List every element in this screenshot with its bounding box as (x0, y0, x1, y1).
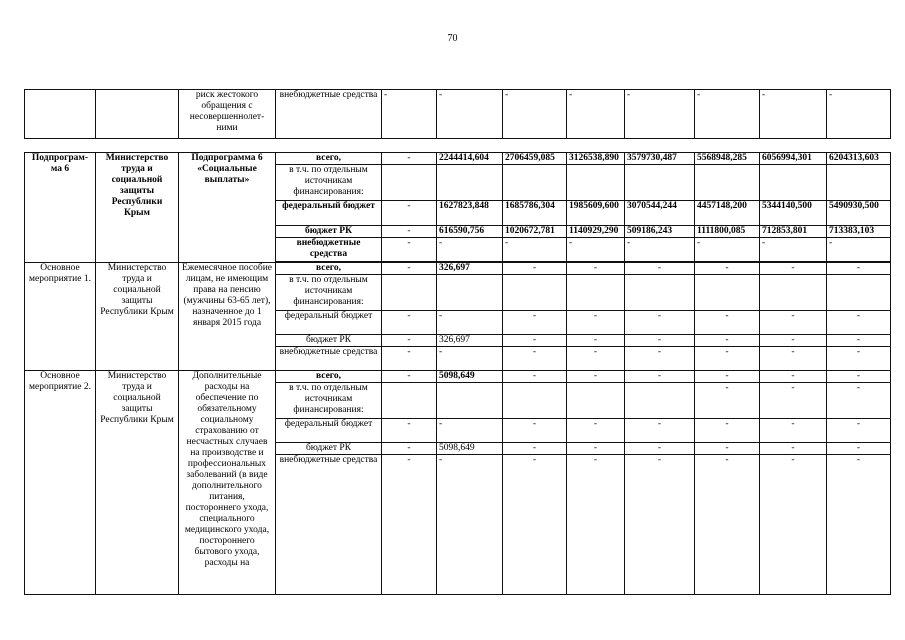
activity2-executor: Министерство труда и социальной защиты Республики Крым (96, 371, 179, 595)
value-cell: - (760, 443, 827, 455)
value-cell (625, 165, 695, 201)
row-label: всего, (276, 371, 382, 383)
value-cell: - (503, 419, 567, 443)
dash-cell: - (382, 371, 437, 383)
dash-cell: - (382, 226, 437, 238)
value-cell: 1140929,290 (567, 226, 625, 238)
value-cell: - (567, 443, 625, 455)
value-cell: - (827, 371, 891, 383)
row-label: в т.ч. по отдельным источникам финансирования: (276, 275, 382, 311)
value-cell: - (567, 238, 625, 262)
value-cell: - (695, 90, 760, 139)
value-cell: - (827, 443, 891, 455)
dash-cell (382, 165, 437, 201)
value-cell: - (827, 90, 891, 139)
value-cell: - (503, 371, 567, 383)
cell-empty (96, 90, 179, 139)
value-cell (437, 275, 503, 311)
value-cell: - (625, 419, 695, 443)
value-cell: - (567, 371, 625, 383)
activity2-code: Основное мероприятие 2. (25, 371, 96, 595)
value-cell: - (695, 311, 760, 335)
value-cell (760, 275, 827, 311)
value-cell (695, 165, 760, 201)
value-cell: 1985609,600 (567, 201, 625, 226)
dash-cell: - (382, 263, 437, 275)
value-cell: 713383,103 (827, 226, 891, 238)
value-cell: 6204313,603 (827, 153, 891, 165)
value-cell: - (503, 90, 567, 139)
row-label: бюджет РК (276, 443, 382, 455)
value-cell: - (827, 455, 891, 595)
value-cell: 3070544,244 (625, 201, 695, 226)
value-cell: - (827, 383, 891, 419)
value-cell: 1627823,848 (437, 201, 503, 226)
value-cell: - (625, 263, 695, 275)
value-cell: - (760, 371, 827, 383)
value-cell: - (760, 419, 827, 443)
value-cell: - (503, 263, 567, 275)
activity1-executor: Министерство труда и социальной защиты Республики Крым (96, 263, 179, 371)
row-label: внебюджетные средства (276, 347, 382, 371)
value-cell (503, 383, 567, 419)
value-cell: - (695, 347, 760, 371)
row-label: всего, (276, 263, 382, 275)
row-label: внебюджетные средства (276, 238, 382, 262)
value-cell: - (382, 90, 437, 139)
value-cell: 4457148,200 (695, 201, 760, 226)
value-cell: - (760, 238, 827, 262)
dash-cell (382, 275, 437, 311)
value-cell: 5344140,500 (760, 201, 827, 226)
value-cell: 1111800,085 (695, 226, 760, 238)
value-cell (625, 275, 695, 311)
value-cell: - (760, 383, 827, 419)
value-cell: - (567, 455, 625, 595)
value-cell: - (437, 311, 503, 335)
value-cell: 326,697 (437, 335, 503, 347)
value-cell: - (827, 238, 891, 262)
value-cell: - (503, 311, 567, 335)
cell-empty (25, 90, 96, 139)
value-cell: 509186,243 (625, 226, 695, 238)
value-cell: - (625, 90, 695, 139)
dash-cell: - (382, 443, 437, 455)
subprogram-name: Подпрограмма 6 «Социальные выплаты» (179, 153, 276, 263)
value-cell (437, 165, 503, 201)
value-cell (760, 165, 827, 201)
activity-description: риск жестокого обращения с несовершеннолет-ними (179, 90, 276, 139)
value-cell: 3126538,890 (567, 153, 625, 165)
value-cell: 1020672,781 (503, 226, 567, 238)
dash-cell: - (382, 201, 437, 226)
value-cell: - (827, 419, 891, 443)
dash-cell: - (382, 455, 437, 595)
activity2-name: Дополнительные расходы на обеспечение по обязательному социальному страхованию от несчастных случаев на производстве и профессиональных заболеваний (в виде дополнительного питания, постороннего ухода, специального медицинского ухода, постороннего бытового ухода, расходы на (179, 371, 276, 595)
top-fragment-table (24, 89, 891, 139)
value-cell: - (625, 455, 695, 595)
value-cell: - (760, 335, 827, 347)
value-cell: - (695, 455, 760, 595)
value-cell: 5490930,500 (827, 201, 891, 226)
value-cell: - (625, 443, 695, 455)
row-label: внебюджетные средства (276, 455, 382, 595)
value-cell: 5098,649 (437, 443, 503, 455)
dash-cell: - (382, 311, 437, 335)
value-cell: 326,697 (437, 263, 503, 275)
value-cell: - (567, 90, 625, 139)
row-label: бюджет РК (276, 226, 382, 238)
value-cell: - (437, 455, 503, 595)
value-cell: 616590,756 (437, 226, 503, 238)
value-cell: - (625, 371, 695, 383)
subprogram-executor: Министерство труда и социальной защиты Республики Крым (96, 153, 179, 263)
value-cell: - (760, 90, 827, 139)
row-label: федеральный бюджет (276, 311, 382, 335)
value-cell: - (695, 443, 760, 455)
value-cell (567, 275, 625, 311)
dash-cell: - (382, 335, 437, 347)
activity1-name: Ежемесячное пособие лицам, не имеющим права на пенсию (мужчины 63-65 лет), назначенное до 1 января 2015 года (179, 263, 276, 371)
value-cell (827, 275, 891, 311)
value-cell: - (695, 383, 760, 419)
value-cell (827, 165, 891, 201)
subprogram-code: Подпрограм-ма 6 (25, 153, 96, 263)
value-cell: - (437, 238, 503, 262)
value-cell: - (760, 311, 827, 335)
value-cell (567, 383, 625, 419)
value-cell: - (503, 347, 567, 371)
dash-cell: - (382, 347, 437, 371)
value-cell: 2244414,604 (437, 153, 503, 165)
value-cell: - (503, 443, 567, 455)
value-cell (695, 275, 760, 311)
value-cell: - (625, 335, 695, 347)
value-cell: - (437, 347, 503, 371)
value-cell: - (503, 238, 567, 262)
value-cell: - (625, 347, 695, 371)
value-cell: - (827, 263, 891, 275)
value-cell: 1685786,304 (503, 201, 567, 226)
value-cell: - (567, 311, 625, 335)
value-cell: 3579730,487 (625, 153, 695, 165)
value-cell: - (695, 419, 760, 443)
value-cell: - (437, 90, 503, 139)
value-cell: 5098,649 (437, 371, 503, 383)
value-cell (625, 383, 695, 419)
funding-source: внебюджетные средства (276, 90, 382, 139)
value-cell: - (567, 419, 625, 443)
value-cell: - (695, 263, 760, 275)
value-cell: - (695, 371, 760, 383)
value-cell: - (760, 263, 827, 275)
dash-cell: - (382, 419, 437, 443)
dash-cell (382, 383, 437, 419)
row-label: в т.ч. по отдельным источникам финансирования: (276, 165, 382, 201)
page-number: 70 (447, 33, 458, 44)
value-cell (567, 165, 625, 201)
value-cell: 712853,801 (760, 226, 827, 238)
dash-cell: - (382, 153, 437, 165)
value-cell: - (695, 238, 760, 262)
row-label: федеральный бюджет (276, 201, 382, 226)
value-cell: - (827, 347, 891, 371)
value-cell: - (695, 335, 760, 347)
value-cell: - (567, 335, 625, 347)
value-cell (503, 275, 567, 311)
value-cell: - (567, 263, 625, 275)
value-cell: 2706459,085 (503, 153, 567, 165)
value-cell: - (827, 335, 891, 347)
value-cell: - (625, 311, 695, 335)
value-cell: 5568948,285 (695, 153, 760, 165)
value-cell: - (437, 419, 503, 443)
row-label: бюджет РК (276, 335, 382, 347)
value-cell: - (503, 335, 567, 347)
row-label: всего, (276, 153, 382, 165)
value-cell: - (760, 455, 827, 595)
dash-cell: - (382, 238, 437, 262)
value-cell: - (567, 347, 625, 371)
row-label: в т.ч. по отдельным источникам финансирования: (276, 383, 382, 419)
row-label: федеральный бюджет (276, 419, 382, 443)
value-cell: - (827, 311, 891, 335)
value-cell: - (625, 238, 695, 262)
value-cell: - (503, 455, 567, 595)
value-cell (503, 165, 567, 201)
value-cell: - (760, 347, 827, 371)
budget-table (24, 152, 891, 595)
value-cell: 6056994,301 (760, 153, 827, 165)
activity1-code: Основное мероприятие 1. (25, 263, 96, 371)
value-cell (437, 383, 503, 419)
